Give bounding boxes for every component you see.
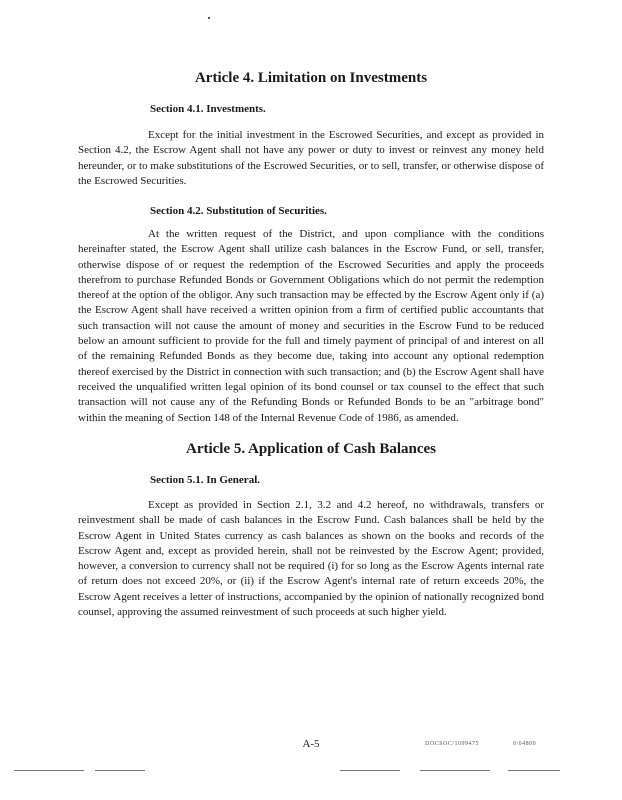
article-5-title: Article 5. Application of Cash Balances (186, 441, 436, 457)
scan-artifact-line (420, 770, 490, 771)
scan-speck (208, 17, 210, 19)
scan-artifact-line (95, 770, 145, 771)
document-version: 0/04800 (513, 741, 537, 747)
scan-artifact-line (14, 770, 84, 771)
article-4-title: Article 4. Limitation on Investments (194, 70, 428, 86)
section-4-1-body: Except for the initial investment in the Escrowed Securities, and except as provided in Section 4.2, the Escrow Agent shall not have any power or duty to invest or reinvest any money held hereunder, or to make substitutions of the Escrowed Securities, or to sell, transfer, or otherwise dispose of the Escrowed Securities. (78, 129, 544, 187)
section-4-2-body: At the written request of the District, and upon compliance with the conditions hereinafter stated, the Escrow Agent shall utilize cash balances in the Escrow Fund, or sell, transfer, otherwise dispose of or request the redemption of the Escrowed Securities and apply the proceeds therefrom to purchase Refunded Bonds or Government Obligations which do not permit the redemption thereof at the option of the obligor. Any such transaction may be effected by the Escrow Agent only if (a) the Escrow Agent shall have received a written opinion from a firm of certified public accountants that such transaction will not cause the amount of money and securities in the Escrow Fund to be reduced below an amount sufficient to provide for the full and timely payment of principal of and interest on all of the remaining Refunded Bonds as they become due, taking into account any optional redemption thereof exercised by the District in connection with such transaction; and (b) the Escrow Agent shall have received the unqualified written legal opinion of its bond counsel or tax counsel to the effect that such transaction will not cause any of the Refunding Bonds or Refunded Bonds to be an "arbitrage bond" within the meaning of Section 148 of the Internal Revenue Code of 1986, as amended. (78, 228, 544, 424)
scan-artifact-line (508, 770, 560, 771)
section-4-1-heading: Section 4.1. Investments. (150, 103, 266, 115)
scan-artifact-line (340, 770, 400, 771)
section-5-1-body: Except as provided in Section 2.1, 3.2 and 4.2 hereof, no withdrawals, transfers or reinvestment shall be made of cash balances in the Escrow Fund. Cash balances shall be held by the Escrow Agent in United States currency as cash balances as shown on the books and records of the Escrow Agent and, except as provided herein, shall not be reinvested by the Escrow Agent; provided, however, a conversion to currency shall not be required (i) for so long as the Escrow Agents internal rate of return does not exceed 20%, or (ii) if the Escrow Agent's internal rate of return exceeds 20%, the Escrow Agent receives a letter of instructions, accompanied by the opinion of nationally recognized bond counsel, approving the assumed reinvestment of such proceeds at such higher yield. (78, 499, 544, 619)
page-number: A-5 (302, 738, 320, 750)
section-5-1-heading: Section 5.1. In General. (150, 474, 260, 486)
section-4-2-heading: Section 4.2. Substitution of Securities. (150, 205, 327, 217)
document-code: DOCSOC/1099475 (425, 741, 480, 747)
